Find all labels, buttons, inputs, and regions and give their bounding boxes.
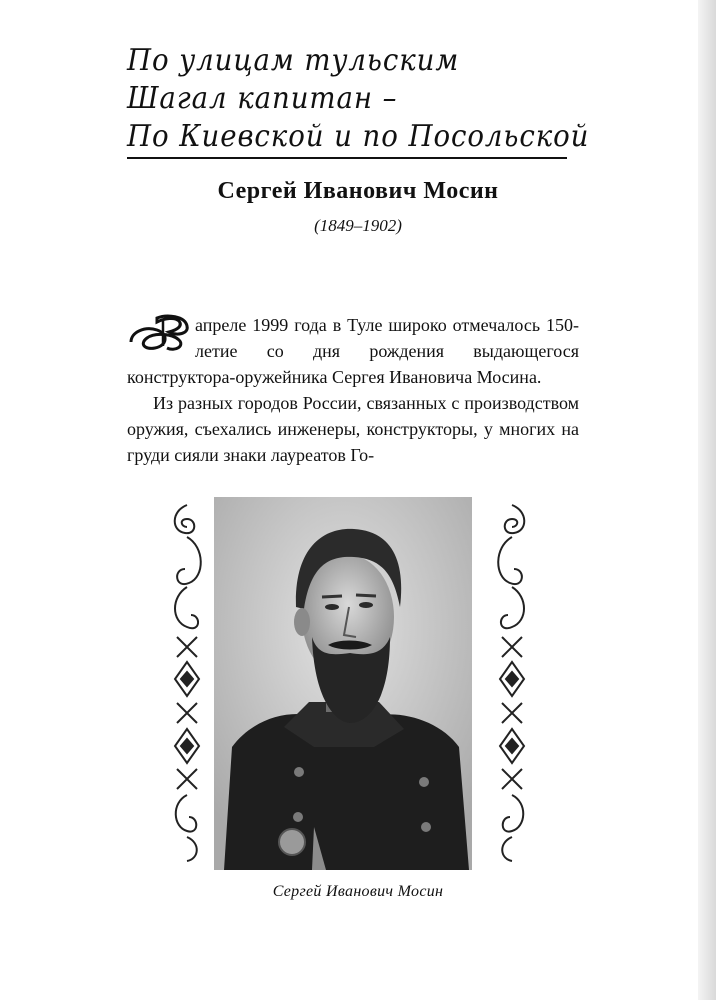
- right-ornament-icon: [490, 497, 534, 867]
- dropcap-ornament: [127, 312, 191, 352]
- epigraph-line-1: По улицам тульским: [127, 43, 460, 78]
- epigraph: [127, 42, 590, 156]
- life-dates: (1849–1902): [314, 216, 402, 235]
- epigraph-rule: [127, 157, 567, 159]
- photo-caption: Сергей Иванович Мосин: [272, 883, 444, 900]
- epigraph-line-2: Шагал капитан –: [127, 81, 398, 116]
- epigraph-line-3: По Киевской и по Посольской: [127, 119, 590, 154]
- left-ornament-icon: [165, 497, 209, 867]
- paragraph-1-text: апреле 1999 года в Туле широко отмечалось 150-летие со дня рождения выдающегося конструктора-оружейника Сергея Ивановича Мосина.: [127, 315, 579, 387]
- article-body: [127, 312, 579, 468]
- portrait-photo: [214, 497, 472, 870]
- paragraph-2: Из разных городов России, связанных с производством оружия, съехались инженеры, конструкторы, у многих на груди сияли знаки лауреатов Го-: [127, 393, 579, 465]
- page-edge: [698, 0, 716, 1000]
- page-title: Сергей Иванович Мосин: [217, 178, 499, 204]
- paragraph-1: [127, 312, 579, 390]
